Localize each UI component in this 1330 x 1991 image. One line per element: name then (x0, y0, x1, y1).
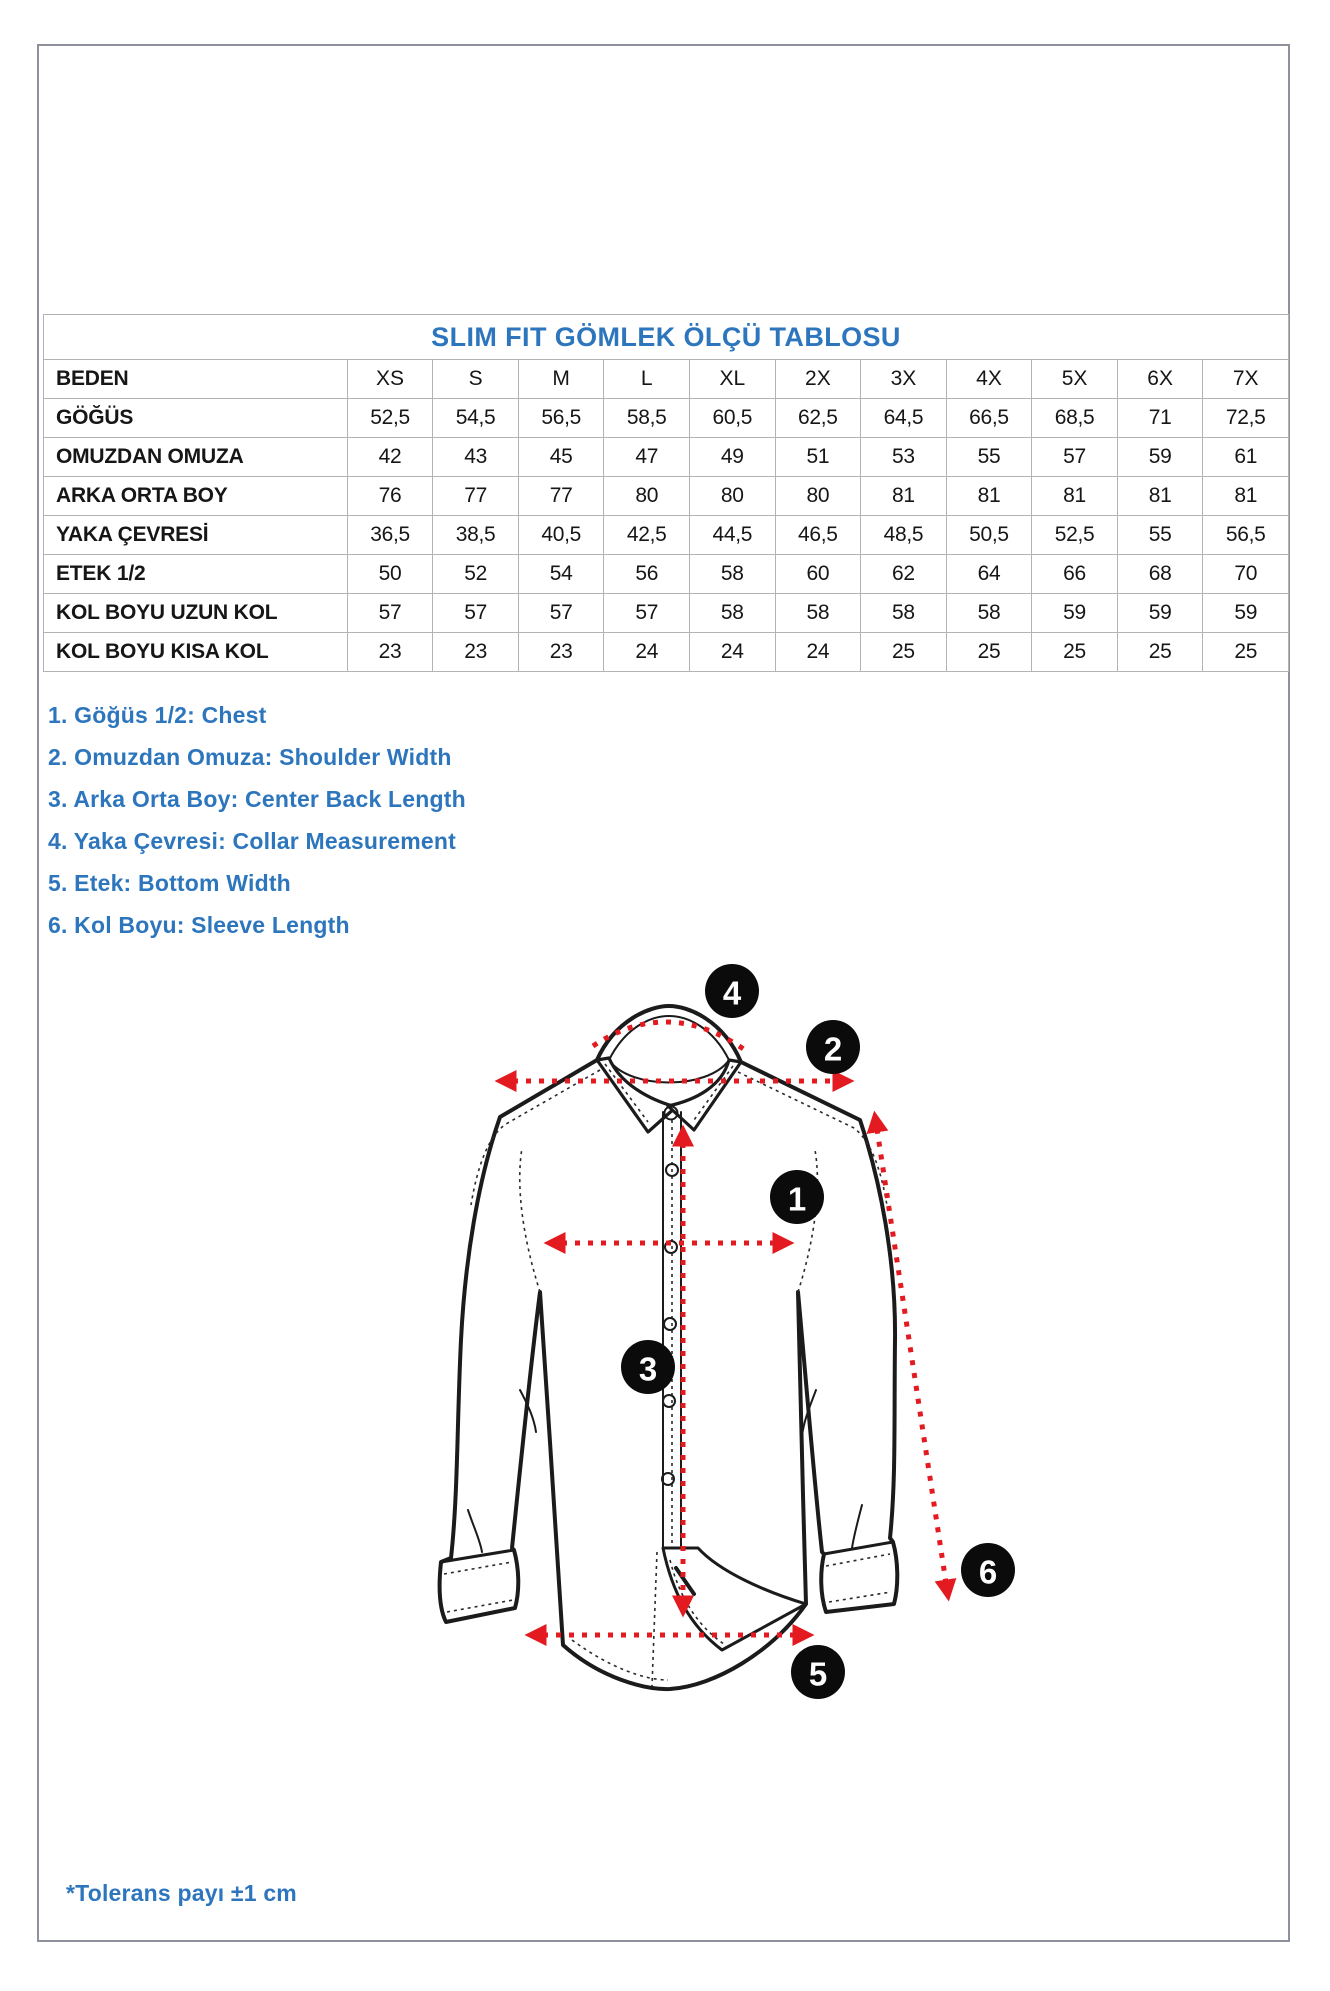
cell-value: 81 (946, 477, 1032, 516)
row-label: OMUZDAN OMUZA (44, 438, 348, 477)
cell-value: 47 (604, 438, 690, 477)
size-column-header: 4X (946, 360, 1032, 399)
measurement-row (44, 594, 1289, 633)
cell-value: 48,5 (861, 516, 947, 555)
cell-value: 70 (1203, 555, 1289, 594)
row-label: ETEK 1/2 (44, 555, 348, 594)
badge-center-back-number: 3 (638, 1350, 658, 1388)
legend-item: 6. Kol Boyu: Sleeve Length (48, 912, 350, 938)
cell-value: 72,5 (1203, 399, 1289, 438)
cell-value: 38,5 (433, 516, 519, 555)
cell-value: 55 (946, 438, 1032, 477)
cell-value: 62 (861, 555, 947, 594)
cell-value: 57 (518, 594, 604, 633)
cell-value: 57 (1032, 438, 1118, 477)
cell-value: 49 (690, 438, 776, 477)
cell-value: 66 (1032, 555, 1118, 594)
cell-value: 52,5 (347, 399, 433, 438)
badge-bottom-number: 5 (808, 1655, 828, 1693)
measurement-legend (48, 694, 466, 946)
cell-value: 61 (1203, 438, 1289, 477)
cell-value: 52 (433, 555, 519, 594)
badge-shoulder-number: 2 (823, 1030, 843, 1068)
row-label: KOL BOYU KISA KOL (44, 633, 348, 672)
cell-value: 81 (1032, 477, 1118, 516)
cell-value: 68,5 (1032, 399, 1118, 438)
measurement-row (44, 633, 1289, 672)
cell-value: 64 (946, 555, 1032, 594)
cell-value: 25 (861, 633, 947, 672)
row-label: ARKA ORTA BOY (44, 477, 348, 516)
cell-value: 53 (861, 438, 947, 477)
legend-item: 1. Göğüs 1/2: Chest (48, 702, 267, 728)
cell-value: 23 (433, 633, 519, 672)
cell-value: 81 (1203, 477, 1289, 516)
badge-sleeve-number: 6 (978, 1553, 998, 1591)
measurement-row (44, 438, 1289, 477)
cell-value: 76 (347, 477, 433, 516)
cell-value: 57 (604, 594, 690, 633)
cell-value: 24 (604, 633, 690, 672)
cell-value: 58 (861, 594, 947, 633)
size-column-header: M (518, 360, 604, 399)
cell-value: 58 (690, 555, 776, 594)
cell-value: 58 (775, 594, 861, 633)
cell-value: 24 (690, 633, 776, 672)
tolerance-footnote: *Tolerans payı ±1 cm (66, 1880, 297, 1906)
cell-value: 52,5 (1032, 516, 1118, 555)
cell-value: 60,5 (690, 399, 776, 438)
size-column-header: S (433, 360, 519, 399)
cell-value: 59 (1032, 594, 1118, 633)
legend-item: 5. Etek: Bottom Width (48, 870, 291, 896)
cell-value: 66,5 (946, 399, 1032, 438)
badge-collar-number: 4 (722, 974, 742, 1012)
cell-value: 57 (347, 594, 433, 633)
cell-value: 44,5 (690, 516, 776, 555)
size-column-header: XS (347, 360, 433, 399)
cell-value: 55 (1117, 516, 1203, 555)
table-header-row (44, 360, 1289, 399)
cell-value: 50 (347, 555, 433, 594)
cell-value: 56,5 (1203, 516, 1289, 555)
size-column-header: 7X (1203, 360, 1289, 399)
cell-value: 77 (433, 477, 519, 516)
cell-value: 80 (604, 477, 690, 516)
size-header-label: BEDEN (44, 360, 348, 399)
size-column-header: 5X (1032, 360, 1118, 399)
cell-value: 25 (1117, 633, 1203, 672)
shirt-diagram (380, 950, 1020, 1750)
cell-value: 46,5 (775, 516, 861, 555)
cell-value: 24 (775, 633, 861, 672)
size-chart-table (43, 314, 1289, 672)
measurement-row (44, 399, 1289, 438)
cell-value: 81 (1117, 477, 1203, 516)
size-column-header: L (604, 360, 690, 399)
cell-value: 81 (861, 477, 947, 516)
measurement-row (44, 516, 1289, 555)
measurement-row (44, 555, 1289, 594)
table-title: SLIM FIT GÖMLEK ÖLÇÜ TABLOSU (44, 315, 1289, 360)
cell-value: 58,5 (604, 399, 690, 438)
row-label: GÖĞÜS (44, 399, 348, 438)
shirt-drawing (440, 1006, 898, 1689)
size-column-header: XL (690, 360, 776, 399)
measurement-row (44, 477, 1289, 516)
cell-value: 25 (946, 633, 1032, 672)
cell-value: 51 (775, 438, 861, 477)
cell-value: 23 (347, 633, 433, 672)
row-label: KOL BOYU UZUN KOL (44, 594, 348, 633)
cell-value: 59 (1203, 594, 1289, 633)
cell-value: 42,5 (604, 516, 690, 555)
cell-value: 43 (433, 438, 519, 477)
cell-value: 68 (1117, 555, 1203, 594)
cell-value: 23 (518, 633, 604, 672)
cell-value: 40,5 (518, 516, 604, 555)
cell-value: 56 (604, 555, 690, 594)
cell-value: 71 (1117, 399, 1203, 438)
cell-value: 58 (946, 594, 1032, 633)
cell-value: 42 (347, 438, 433, 477)
cell-value: 77 (518, 477, 604, 516)
row-label: YAKA ÇEVRESİ (44, 516, 348, 555)
legend-item: 4. Yaka Çevresi: Collar Measurement (48, 828, 457, 854)
cell-value: 25 (1032, 633, 1118, 672)
badge-chest-number: 1 (787, 1180, 807, 1218)
legend-item: 3. Arka Orta Boy: Center Back Length (48, 786, 466, 812)
cell-value: 54,5 (433, 399, 519, 438)
cell-value: 58 (690, 594, 776, 633)
size-column-header: 2X (775, 360, 861, 399)
cell-value: 36,5 (347, 516, 433, 555)
cell-value: 25 (1203, 633, 1289, 672)
cell-value: 80 (775, 477, 861, 516)
cell-value: 54 (518, 555, 604, 594)
cell-value: 59 (1117, 438, 1203, 477)
cell-value: 59 (1117, 594, 1203, 633)
table-title-row (44, 315, 1289, 360)
cell-value: 57 (433, 594, 519, 633)
cell-value: 62,5 (775, 399, 861, 438)
cell-value: 80 (690, 477, 776, 516)
cell-value: 56,5 (518, 399, 604, 438)
cell-value: 45 (518, 438, 604, 477)
cell-value: 64,5 (861, 399, 947, 438)
legend-item: 2. Omuzdan Omuza: Shoulder Width (48, 744, 452, 770)
cell-value: 50,5 (946, 516, 1032, 555)
size-column-header: 6X (1117, 360, 1203, 399)
size-column-header: 3X (861, 360, 947, 399)
cell-value: 60 (775, 555, 861, 594)
